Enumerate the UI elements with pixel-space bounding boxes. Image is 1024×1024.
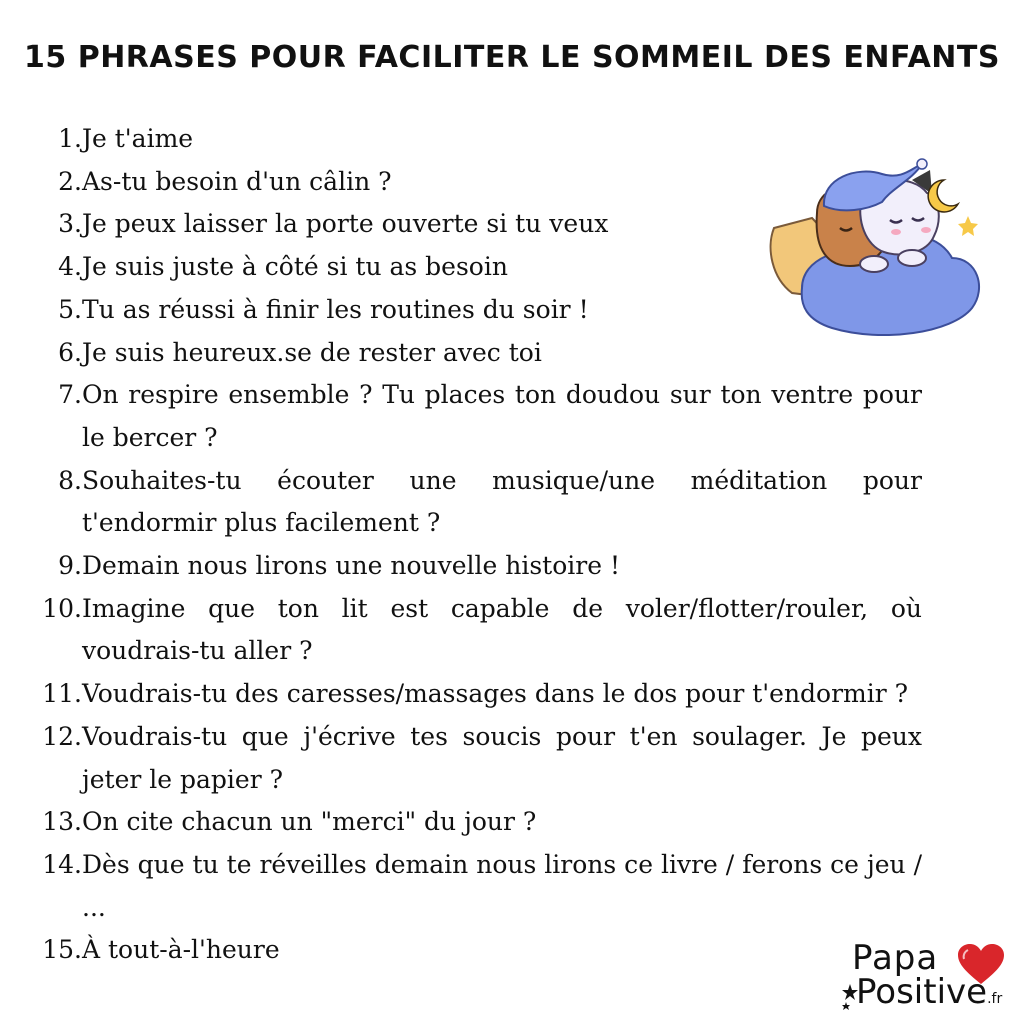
blush-shape — [921, 227, 931, 233]
logo-text-papa: Papa — [852, 938, 939, 978]
item-number: 7. — [58, 380, 82, 410]
item-number: 2. — [58, 166, 82, 196]
paw-shape — [860, 256, 888, 272]
item-number: 15. — [42, 935, 82, 965]
item-text: Demain nous lirons une nouvelle histoire ! — [82, 551, 621, 581]
list-item — [38, 460, 922, 545]
cap-pompom-shape — [917, 159, 927, 169]
item-text: Je suis heureux.se de rester avec toi — [82, 337, 542, 367]
item-number: 14. — [42, 849, 82, 879]
item-text: On cite chacun un "merci" du jour ? — [82, 807, 537, 837]
item-number: 5. — [58, 294, 82, 324]
blush-shape — [891, 229, 901, 235]
papa-positive-logo — [846, 938, 1018, 1018]
item-number: 6. — [58, 337, 82, 367]
item-number: 8. — [58, 465, 82, 495]
item-number: 9. — [58, 551, 82, 581]
item-text: Je t'aime — [82, 124, 194, 153]
list-item — [38, 545, 922, 588]
item-text: Je suis juste à côté si tu as besoin — [82, 252, 508, 282]
list-item — [38, 801, 922, 844]
logo-text-tld: .fr — [987, 991, 1003, 1007]
item-number: 11. — [42, 679, 82, 709]
item-number: 12. — [42, 721, 82, 751]
item-number: 1. — [58, 124, 82, 153]
sleeping-cat-illustration — [762, 158, 994, 354]
list-item — [38, 588, 922, 673]
item-text: On respire ensemble ? Tu places ton doudou sur ton ventre pour le bercer ? — [82, 380, 922, 452]
item-number: 4. — [58, 252, 82, 282]
item-text: Voudrais-tu des caresses/massages dans le dos pour t'endormir ? — [82, 679, 909, 709]
star-icon — [958, 216, 978, 236]
item-text: À tout-à-l'heure — [82, 935, 280, 965]
item-text: Voudrais-tu que j'écrive tes soucis pour t'en soulager. Je peux jeter le papier ? — [82, 721, 922, 794]
item-text: Je peux laisser la porte ouverte si tu veux — [82, 209, 609, 239]
moon-icon — [928, 180, 958, 212]
item-text: Imagine que ton lit est capable de voler/flotter/rouler, où voudrais-tu aller ? — [82, 593, 922, 666]
logo-text-positive-word: Positive — [856, 972, 988, 1012]
item-text: As-tu besoin d'un câlin ? — [82, 166, 392, 196]
paw-shape — [898, 250, 926, 266]
list-item — [38, 118, 922, 161]
item-number: 13. — [42, 807, 82, 837]
list-item — [38, 374, 922, 459]
page-title: 15 PHRASES POUR FACILITER LE SOMMEIL DES ENFANTS — [24, 40, 1000, 75]
item-text: Dès que tu te réveilles demain nous lirons ce livre / ferons ce jeu / ... — [82, 849, 922, 922]
item-text: Tu as réussi à finir les routines du soir ! — [82, 294, 589, 324]
item-number: 3. — [58, 209, 82, 239]
item-text: Souhaites-tu écouter une musique/une méditation pour t'endormir plus facilement ? — [82, 465, 922, 538]
list-item — [38, 716, 922, 801]
logo-text-positive — [856, 972, 1002, 1012]
list-item — [38, 673, 922, 716]
list-item — [38, 844, 922, 929]
list-item — [38, 929, 922, 972]
item-number: 10. — [42, 593, 82, 623]
